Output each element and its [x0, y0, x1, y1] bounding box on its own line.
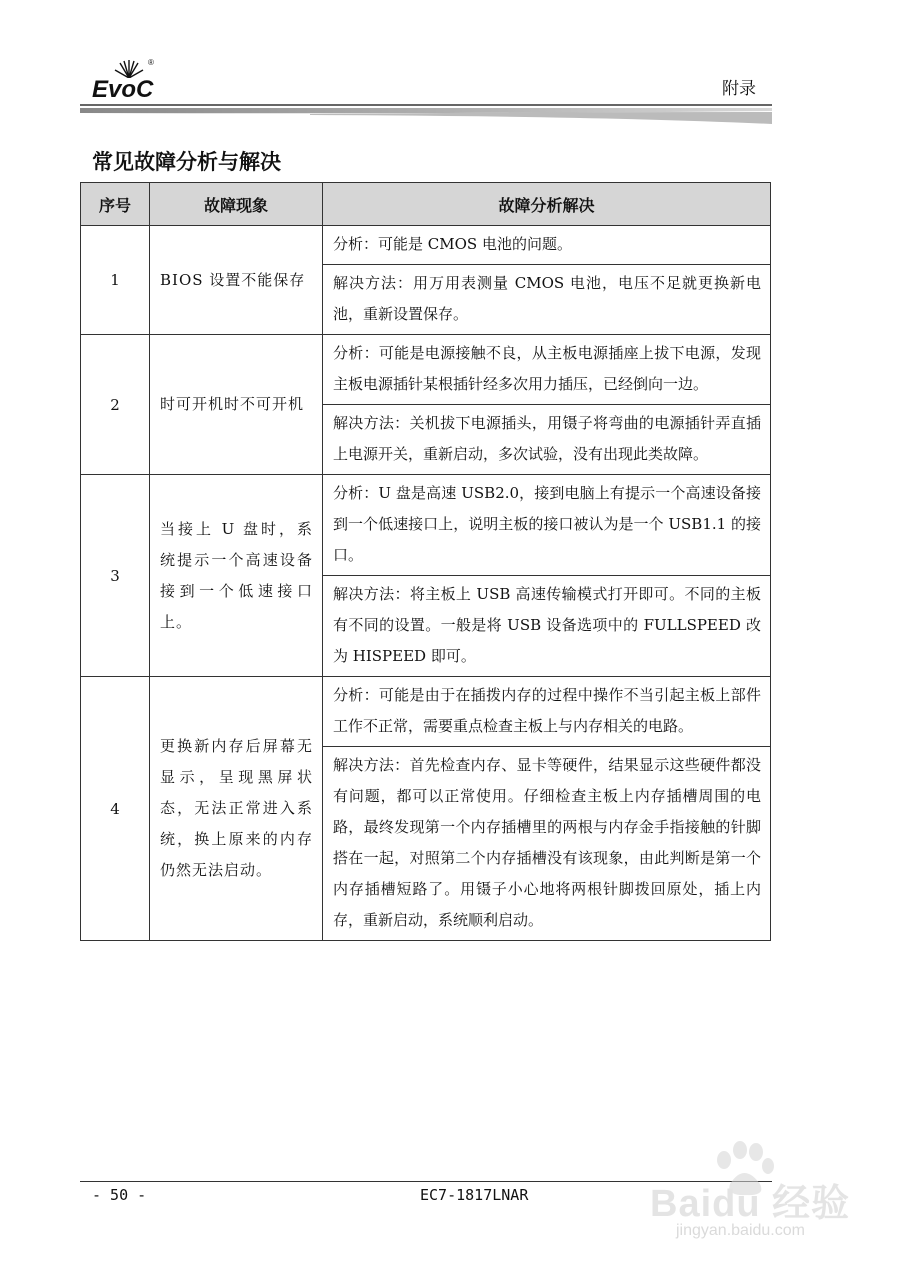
table-row: [81, 475, 771, 576]
watermark-brand: Baidu 经验: [650, 1183, 851, 1225]
starburst-icon: [114, 58, 144, 78]
row-number: 3: [81, 475, 150, 677]
registered-mark: ®: [148, 58, 154, 67]
header-rule: [80, 104, 772, 126]
table-row: [81, 226, 771, 265]
baidu-watermark: [640, 1140, 870, 1250]
table-row: [81, 335, 771, 405]
row-solution: 解决方法：关机拔下电源插头，用镊子将弯曲的电源插针弄直插上电源开关，重新启动，多次试验，没有出现此类故障。: [323, 405, 771, 475]
fault-table: [80, 182, 771, 941]
row-analysis: 分析：U 盘是高速 USB2.0，接到电脑上有提示一个高速设备接到一个低速接口上，说明主板的接口被认为是一个 USB1.1 的接口。: [323, 475, 771, 576]
row-symptom: 更换新内存后屏幕无显示，呈现黑屏状态，无法正常进入系统，换上原来的内存仍然无法启动。: [150, 677, 323, 941]
table-header-row: [81, 183, 771, 226]
header-number: 序号: [81, 183, 150, 226]
row-number: 2: [81, 335, 150, 475]
evoc-logo: [92, 58, 162, 102]
row-analysis: 分析：可能是由于在插拨内存的过程中操作不当引起主板上部件工作不正常，需要重点检查主板上与内存相关的电路。: [323, 677, 771, 747]
header-analysis: 故障分析解决: [323, 183, 771, 226]
logo-text: EvoC: [92, 76, 154, 103]
row-number: 1: [81, 226, 150, 335]
row-symptom: BIOS 设置不能保存: [150, 226, 323, 335]
header-symptom: 故障现象: [150, 183, 323, 226]
page-title: 常见故障分析与解决: [92, 150, 281, 174]
page-number: - 50 -: [92, 1186, 147, 1204]
row-analysis: 分析：可能是电源接触不良，从主板电源插座上拔下电源，发现主板电源插针某根插针经多次用力插压，已经倒向一边。: [323, 335, 771, 405]
section-label: 附录: [722, 79, 756, 99]
row-analysis: 分析：可能是 CMOS 电池的问题。: [323, 226, 771, 265]
row-solution: 解决方法：用万用表测量 CMOS 电池，电压不足就更换新电池，重新设置保存。: [323, 265, 771, 335]
row-symptom: 时可开机时不可开机: [150, 335, 323, 475]
row-symptom: 当接上 U 盘时，系统提示一个高速设备接到一个低速接口上。: [150, 475, 323, 677]
row-number: 4: [81, 677, 150, 941]
table-row: [81, 677, 771, 747]
document-id: EC7-1817LNAR: [420, 1186, 529, 1204]
watermark-url: jingyan.baidu.com: [676, 1222, 805, 1239]
row-solution: 解决方法：将主板上 USB 高速传输模式打开即可。不同的主板有不同的设置。一般是将 USB 设备选项中的 FULLSPEED 改为 HISPEED 即可。: [323, 576, 771, 677]
row-solution: 解决方法：首先检查内存、显卡等硬件，结果显示这些硬件都没有问题，都可以正常使用。仔细检查主板上内存插槽周围的电路，最终发现第一个内存插槽里的两根与内存金手指接触的针脚搭在一起，对照第二个内存插槽没有该现象，由此判断是第一个内存插槽短路了。用镊子小心地将两根针脚拨回原处，插上内存，重新启动，系统顺利启动。: [323, 747, 771, 941]
